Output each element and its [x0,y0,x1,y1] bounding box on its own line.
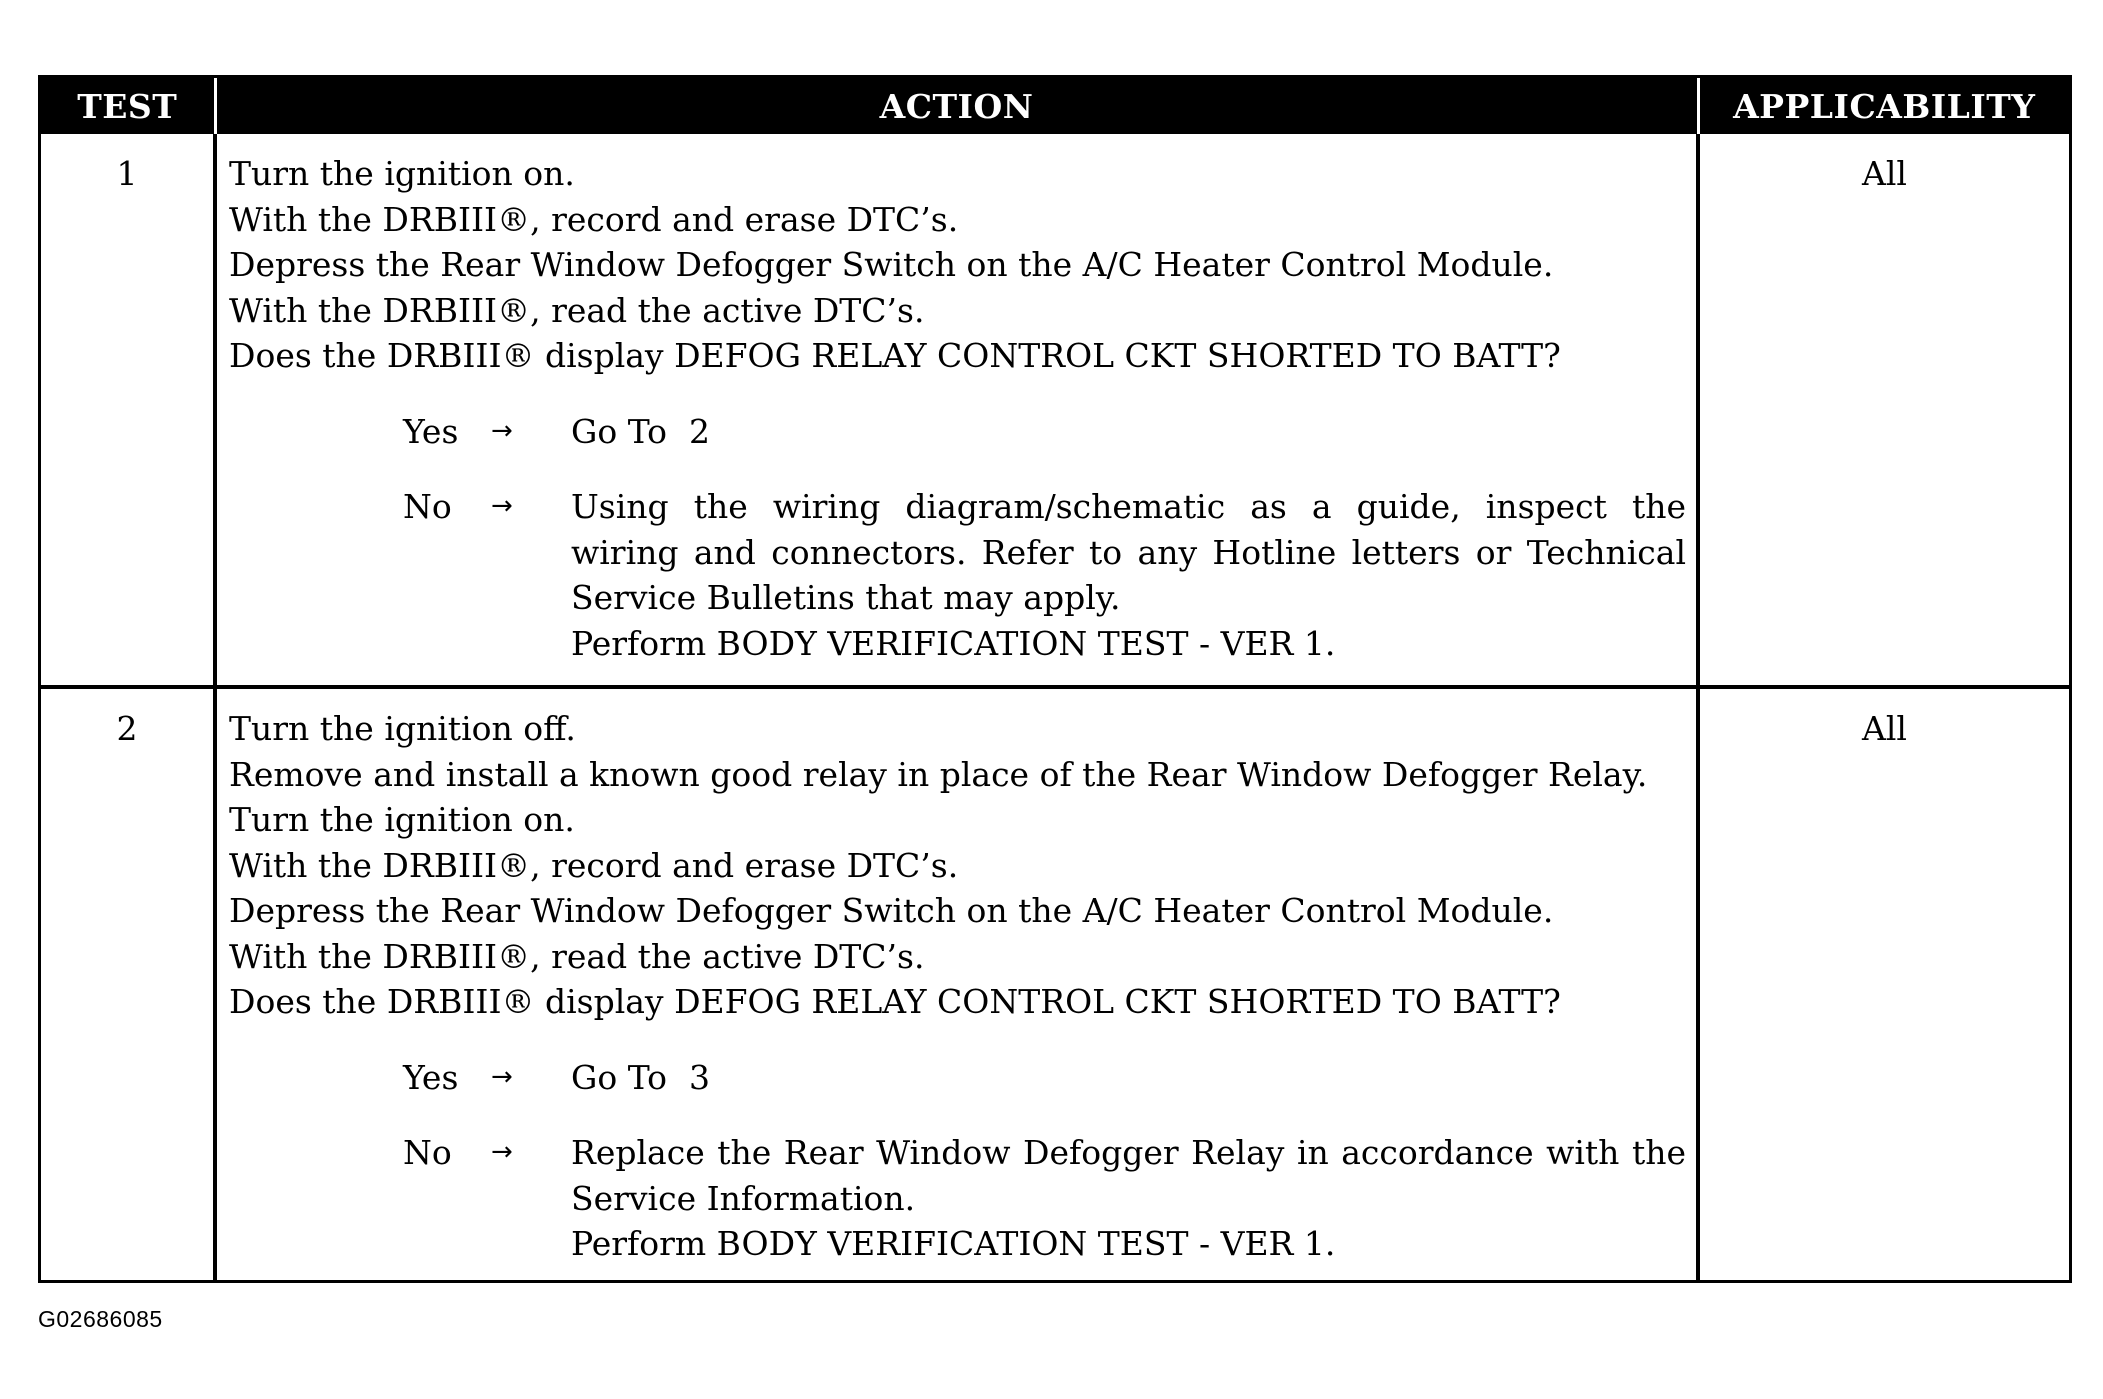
action-step: Depress the Rear Window Defogger Switch on the A/C Heater Control Module. [229,891,1554,930]
table-body [41,134,2069,1283]
action-cell [215,134,1698,687]
goto-target: 2 [689,411,711,451]
action-step: Remove and install a known good relay in place of the Rear Window Defogger Relay. [229,754,1648,794]
action-step: With the DRBIII®, record and erase DTC’s. [229,199,959,239]
header-applicability: APPLICABILITY [1698,78,2069,134]
no-outcome [403,484,1686,666]
header-action: ACTION [215,78,1698,134]
no-outcome [403,1130,1686,1267]
no-result [571,484,1686,666]
goto-label: Go To [571,411,668,451]
no-label: No [403,1133,452,1172]
action-step: With the DRBIII®, record and erase DTC’s. [229,845,959,885]
yes-result [571,1055,1686,1101]
goto-target: 3 [689,1057,711,1097]
diagnostic-test-table [38,75,2072,1283]
action-step: Turn the ignition off. [229,709,576,748]
yes-label: Yes [403,1057,459,1097]
no-result-text: Replace the Rear Window Defogger Relay in accordance with the Service Information. [571,1133,1686,1218]
action-step: Does the DRBIII® display DEFOG RELAY CONTROL CKT SHORTED TO BATT? [229,982,1561,1021]
table-row [41,134,2069,687]
yes-outcome [403,409,1686,455]
arrow-right-icon: → [491,1061,513,1092]
action-step: With the DRBIII®, read the active DTC’s. [229,936,925,976]
figure-id: G02686085 [38,1306,163,1332]
test-table [41,78,2069,1283]
no-result-text: Perform BODY VERIFICATION TEST - VER 1. [571,1224,1336,1263]
test-number: 1 [116,154,138,193]
yes-result [571,409,1686,455]
table-row [41,687,2069,1283]
no-result-text: Perform BODY VERIFICATION TEST - VER 1. [571,623,1336,663]
no-result-text: Using the wiring diagram/schematic as a guide, inspect the wiring and connectors. Refer to any Hotline letters or Technical Service Bulletins that may apply. [571,487,1686,617]
applicability-value: All [1698,134,2069,687]
action-step: Depress the Rear Window Defogger Switch on the A/C Heater Control Module. [229,245,1554,284]
arrow-right-icon: → [491,1137,513,1167]
arrow-right-icon: → [491,415,513,446]
no-label: No [403,487,452,526]
action-step: Does the DRBIII® display DEFOG RELAY CONTROL CKT SHORTED TO BATT? [229,336,1561,375]
yes-outcome [403,1055,1686,1101]
test-number: 2 [41,687,215,1283]
goto-label: Go To [571,1057,668,1097]
applicability-value: All [1698,687,2069,1283]
no-result [571,1130,1686,1267]
arrow-right-icon: → [491,491,513,521]
header-row [41,78,2069,134]
action-cell [215,687,1698,1283]
action-step: Turn the ignition on. [229,800,575,839]
table-header [41,78,2069,134]
yes-label: Yes [403,411,459,451]
action-step: Turn the ignition on. [229,154,575,193]
action-step: With the DRBIII®, read the active DTC’s. [229,290,925,330]
header-test: TEST [77,86,178,126]
